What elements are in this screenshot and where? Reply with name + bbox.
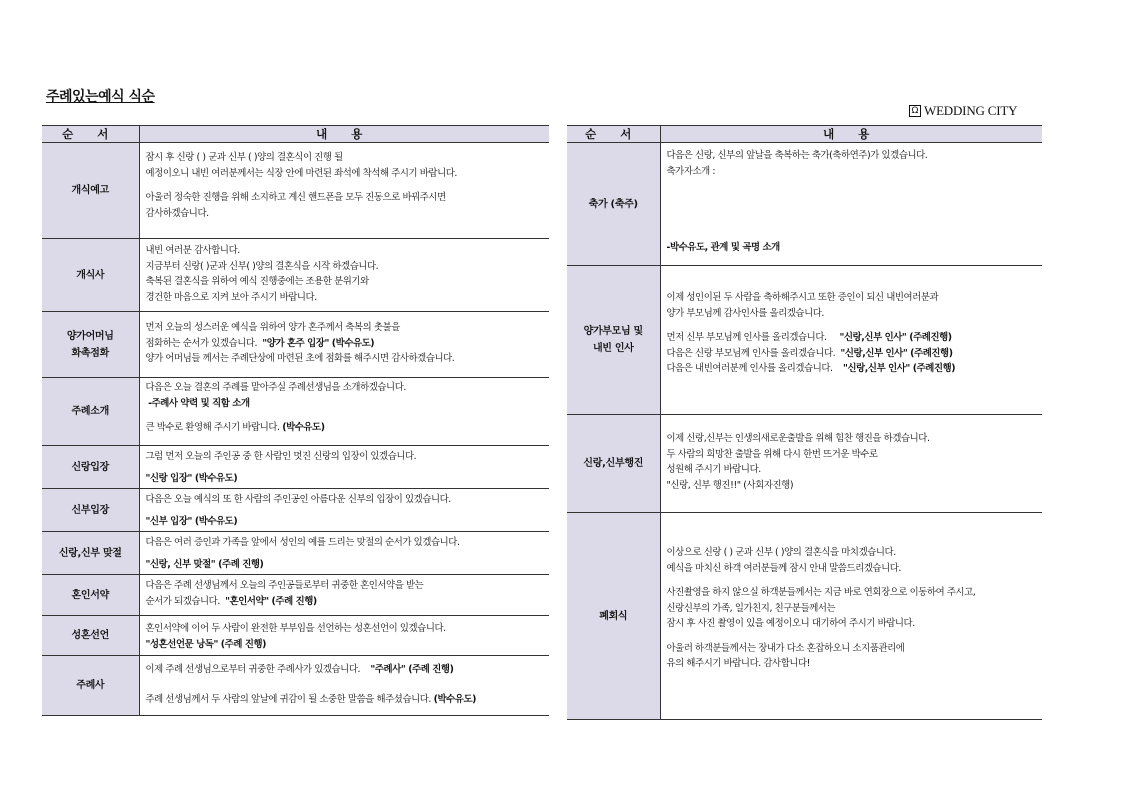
content-line: 축가자소개 : <box>666 165 716 177</box>
row-label: 개식예고 <box>42 143 139 239</box>
content-line: 이제 신랑,신부는 인생의새로운출발을 위해 힘찬 행진을 하겠습니다. <box>666 433 930 444</box>
content-cue: "성혼선언문 낭독" (주례 진행) <box>145 638 267 650</box>
content-line: 이제 주례 선생님으로부터 귀중한 주례사가 있겠습니다. <box>145 664 361 675</box>
row-content <box>139 378 549 446</box>
content-line: 예식을 마치신 하객 여러분들께 잠시 안내 말씀드리겠습니다. <box>666 562 901 574</box>
column-header-order: 순 서 <box>42 126 139 143</box>
content-cue: "신랑 입장" (박수유도) <box>145 472 238 484</box>
content-line: 다음은 신랑 부모님께 인사를 올리겠습니다. <box>666 347 836 359</box>
row-content <box>660 143 1042 266</box>
content-line: 유의 해주시기 바랍니다. 감사합니다! <box>666 658 811 669</box>
content-line: 다음은 신랑, 신부의 앞날을 축복하는 축가(축하연주)가 있겠습니다. <box>666 150 928 161</box>
wedding-city-logo <box>909 103 1017 119</box>
row-label: 신랑,신부행진 <box>567 415 660 513</box>
right-program-table <box>567 125 1042 720</box>
content-cue: -박수유도, 관계 및 곡명 소개 <box>666 242 780 253</box>
row-label: 신랑,신부 맞절 <box>42 532 139 575</box>
content-cue: "신랑,신부 인사" (주례진행) <box>842 363 956 374</box>
table-row <box>42 656 549 716</box>
content-line: 큰 박수로 환영해 주시기 바랍니다. <box>145 422 280 433</box>
row-label: 혼인서약 <box>42 575 139 616</box>
row-content <box>660 513 1042 720</box>
row-label: 주례소개 <box>42 378 139 446</box>
content-cue: "신랑, 신부 맞절" (주례 진행) <box>145 558 264 570</box>
content-cue: "신부 입장" (박수유도) <box>145 515 238 527</box>
content-line: 경건한 마음으로 지켜 보아 주시기 바랍니다. <box>145 291 317 303</box>
row-label <box>567 266 660 415</box>
row-content <box>139 532 549 575</box>
content-line: 내빈 여러분 감사합니다. <box>145 245 240 256</box>
content-line: 아울러 하객분들께서는 장내가 다소 혼잡하오니 소지품관리에 <box>666 642 905 654</box>
row-content <box>139 575 549 616</box>
table-row <box>42 532 549 575</box>
row-content <box>660 415 1042 513</box>
table-row <box>42 312 549 378</box>
table-row <box>567 513 1042 720</box>
content-line: 먼저 오늘의 성스러운 예식을 위하여 양가 혼주께서 축복의 촛불을 <box>145 322 400 333</box>
wedding-city-mark-icon: Ω <box>909 105 921 117</box>
table-row <box>42 616 549 656</box>
content-line: 신랑신부의 가족, 일가친지, 친구분들께서는 <box>666 602 836 614</box>
content-cue: (박수유도) <box>282 422 325 433</box>
content-line: 다음은 오늘 결혼의 주례를 맡아주실 주례선생님을 소개하겠습니다. <box>145 382 406 393</box>
row-content <box>139 489 549 532</box>
content-line: "신랑, 신부 행진!!" (사회자진행) <box>666 479 794 491</box>
table-row <box>567 415 1042 513</box>
content-line: 양가 부모님께 감사인사를 올리겠습니다. <box>666 307 824 319</box>
row-label: 개식사 <box>42 239 139 312</box>
content-line: 점화하는 순서가 있겠습니다. <box>145 337 258 349</box>
content-cue: "신랑,신부 인사" (주례진행) <box>839 332 952 343</box>
content-line: 아울러 정숙한 진행을 위해 소지하고 계신 핸드폰을 모두 진동으로 바꿔주시면 <box>145 192 446 203</box>
content-line: 감사하겠습니다. <box>145 207 209 219</box>
content-line: 이제 성인이된 두 사람을 축하해주시고 또한 증인이 되신 내빈여러분과 <box>666 292 939 303</box>
left-program-table <box>42 125 549 716</box>
row-label: 신부입장 <box>42 489 139 532</box>
content-line: 다음은 오늘 예식의 또 한 사람의 주인공인 아름다운 신부의 입장이 있겠습니다. <box>145 494 451 505</box>
content-line: 이상으로 신랑 ( ) 군과 신부 ( )양의 결혼식을 마치겠습니다. <box>666 547 896 558</box>
content-cue: "신랑,신부 인사" (주례진행) <box>840 347 953 359</box>
row-label-line: 내빈 인사 <box>592 343 634 354</box>
row-label: 주례사 <box>42 656 139 716</box>
content-cue: "주례사" (주례 진행) <box>370 664 454 675</box>
column-header-content: 내 용 <box>660 126 1042 143</box>
row-label: 신랑입장 <box>42 446 139 489</box>
row-label-line: 양가부모님 및 <box>583 326 643 337</box>
table-row <box>42 575 549 616</box>
content-line: 먼저 신부 부모님께 인사를 올리겠습니다. <box>666 332 827 343</box>
content-line: 혼인서약에 이어 두 사람이 완전한 부부임을 선언하는 성혼선언이 있겠습니다. <box>145 623 446 634</box>
row-content <box>139 656 549 716</box>
table-row <box>42 446 549 489</box>
row-label-line: 화촉점화 <box>71 347 109 359</box>
row-content <box>139 239 549 312</box>
content-cue: "혼인서약" (주례 진행) <box>225 595 317 607</box>
content-line: 성원해 주시기 바랍니다. <box>666 464 761 475</box>
content-line: 다음은 내빈여러분께 인사를 올리겠습니다. <box>666 363 833 374</box>
content-line: 축복된 결혼식을 위하여 예식 진행중에는 조용한 분위기와 <box>145 276 369 287</box>
content-line: 그럼 먼저 오늘의 주인공 중 한 사람인 멋진 신랑의 입장이 있겠습니다. <box>145 451 417 462</box>
content-line: 사진촬영을 하지 않으실 하객분들께서는 지금 바로 연회장으로 이동하여 주시고, <box>666 587 976 598</box>
row-label: 성혼선언 <box>42 616 139 656</box>
row-content <box>139 446 549 489</box>
content-line: 지금부터 신랑( )군과 신부( )양의 결혼식을 시작 하겠습니다. <box>145 260 379 272</box>
content-cue: "양가 혼주 입장" (박수유도) <box>262 337 375 349</box>
table-row <box>567 143 1042 266</box>
content-line: 다음은 여러 증인과 가족을 앞에서 성인의 예를 드리는 맞절의 순서가 있겠습니다. <box>145 537 460 548</box>
table-row <box>42 378 549 446</box>
row-label: 폐회식 <box>567 513 660 720</box>
content-line: 양가 어머님들 께서는 주례단상에 마련된 초에 점화를 해주시면 감사하겠습니다. <box>145 353 455 364</box>
table-row <box>42 143 549 239</box>
content-line: 두 사람의 희망찬 출발을 위해 다시 한번 뜨거운 박수로 <box>666 448 878 460</box>
column-header-order: 순 서 <box>567 126 660 143</box>
content-line: 주례 선생님께서 두 사람의 앞날에 귀감이 될 소중한 말씀을 해주셨습니다. <box>145 693 431 705</box>
row-label: 축가 (축주) <box>567 143 660 266</box>
content-line: 잠시 후 사진 촬영이 있을 예정이오니 대기하여 주시기 바랍니다. <box>666 618 915 629</box>
row-content <box>139 143 549 239</box>
column-header-content: 내 용 <box>139 126 549 143</box>
table-row <box>42 239 549 312</box>
row-label-line: 양가어머님 <box>66 330 114 342</box>
content-line: 순서가 되겠습니다. <box>145 595 220 607</box>
table-row <box>567 266 1042 415</box>
row-content <box>660 266 1042 415</box>
content-cue: (박수유도) <box>433 693 476 705</box>
logo-text: WEDDING CITY <box>924 103 1018 118</box>
row-label <box>42 312 139 378</box>
table-row <box>42 489 549 532</box>
content-line: 다음은 주례 선생님께서 오늘의 주인공들로부터 귀중한 혼인서약을 받는 <box>145 580 424 591</box>
row-content <box>139 312 549 378</box>
row-content <box>139 616 549 656</box>
page-title: 주례있는예식 식순 <box>46 89 155 105</box>
content-cue: -주례사 약력 및 직함 소개 <box>148 397 250 409</box>
content-line: 예정이오니 내빈 여러분께서는 식장 안에 마련된 좌석에 착석해 주시기 바랍니다. <box>145 167 457 179</box>
content-line: 잠시 후 신랑 ( ) 군과 신부 ( )양의 결혼식이 진행 될 <box>145 152 343 163</box>
